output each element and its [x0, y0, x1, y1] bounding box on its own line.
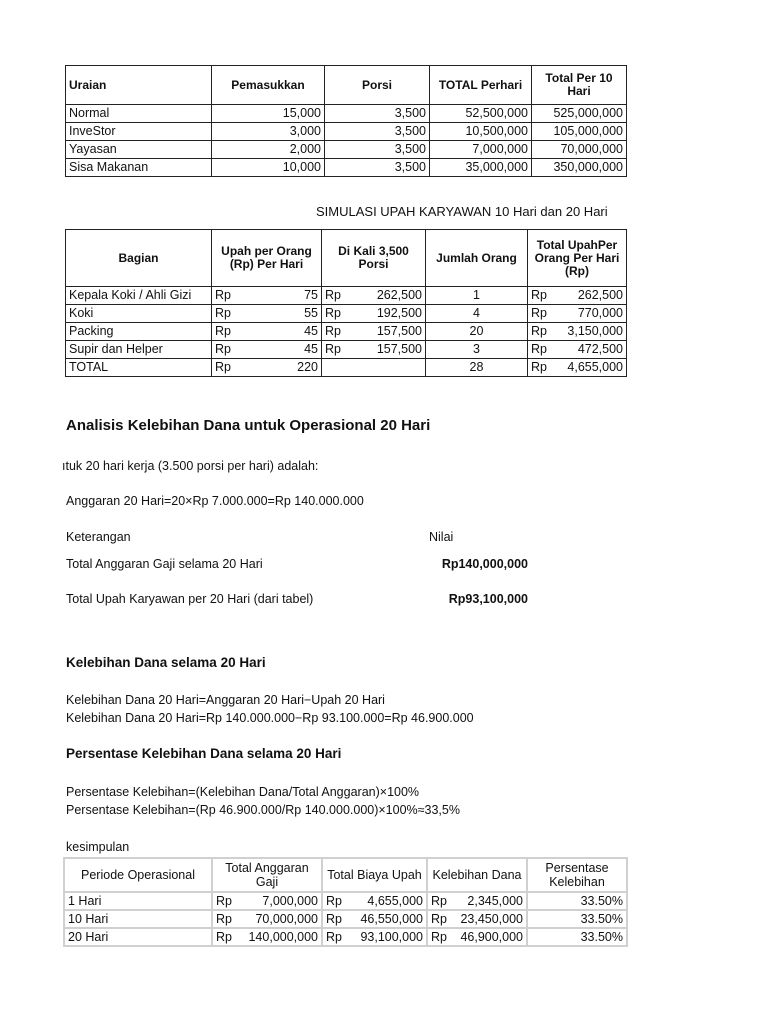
cell-anggaran	[212, 910, 322, 928]
currency-label: Rp	[531, 306, 547, 320]
currency-label: Rp	[215, 360, 231, 374]
table-row	[66, 341, 627, 359]
currency-label: Rp	[325, 306, 341, 320]
value: 4,655,000	[567, 360, 623, 374]
table-header-row	[66, 66, 627, 105]
currency-label: Rp	[325, 342, 341, 356]
cell-total-perhari: 35,000,000	[430, 159, 532, 177]
table-row	[66, 159, 627, 177]
currency-label: Rp	[215, 324, 231, 338]
value: 192,500	[376, 306, 422, 320]
cell-upah	[322, 910, 427, 928]
cell-upah	[212, 287, 322, 305]
cell-anggaran	[212, 892, 322, 910]
item-label: Total Anggaran Gaji selama 20 Hari	[66, 557, 263, 571]
header-upah: Upah per Orang (Rp) Per Hari	[212, 230, 322, 287]
cell-jumlah: 4	[426, 305, 528, 323]
value: 45	[304, 324, 318, 338]
cell-jumlah: 20	[426, 323, 528, 341]
header-biaya-upah: Total Biaya Upah	[322, 858, 427, 892]
value: 93,100,000	[360, 930, 423, 944]
cell-dikali	[322, 287, 426, 305]
cell-upah	[212, 323, 322, 341]
value: 140,000,000	[248, 930, 318, 944]
cell-porsi: 3,500	[325, 141, 430, 159]
currency-label: Rp	[216, 912, 232, 926]
cell-total-perhari: 10,500,000	[430, 123, 532, 141]
cell-dikali	[322, 305, 426, 323]
cell-anggaran	[212, 928, 322, 946]
cell-total-perhari: 7,000,000	[430, 141, 532, 159]
analisis-formula: Anggaran 20 Hari=20×Rp 7.000.000=Rp 140.000.000	[66, 494, 364, 508]
value: 220	[297, 360, 318, 374]
cell-pemasukkan: 10,000	[212, 159, 325, 177]
header-bagian: Bagian	[66, 230, 212, 287]
persentase-line1: Persentase Kelebihan=(Kelebihan Dana/Total Anggaran)×100%	[66, 785, 420, 799]
cell-dikali	[322, 341, 426, 359]
header-periode: Periode Operasional	[64, 858, 212, 892]
kesimpulan-label: kesimpulan	[66, 840, 130, 854]
currency-label: Rp	[326, 930, 342, 944]
cell-total	[528, 287, 627, 305]
cell-pemasukkan: 3,000	[212, 123, 325, 141]
currency-label: Rp	[431, 912, 447, 926]
currency-label: Rp	[325, 324, 341, 338]
currency-label: Rp	[215, 306, 231, 320]
currency-label: Rp	[215, 288, 231, 302]
kesimpulan-table	[63, 857, 628, 947]
value: 55	[304, 306, 318, 320]
header-total-perhari: TOTAL Perhari	[430, 66, 532, 105]
value: 770,000	[577, 306, 623, 320]
wage-simulation-table	[65, 229, 627, 377]
currency-label: Rp	[325, 288, 341, 302]
cell-total	[528, 359, 627, 377]
table-row	[66, 105, 627, 123]
cell-periode: 1 Hari	[64, 892, 212, 910]
analisis-title: Analisis Kelebihan Dana untuk Operasional 20 Hari	[66, 417, 431, 434]
cell-kelebihan	[427, 928, 527, 946]
currency-label: Rp	[431, 930, 447, 944]
value: 262,500	[376, 288, 422, 302]
currency-label: Rp	[216, 894, 232, 908]
cell-bagian: Packing	[66, 323, 212, 341]
header-uraian: Uraian	[66, 66, 212, 105]
table-row	[64, 928, 627, 946]
cell-pemasukkan: 15,000	[212, 105, 325, 123]
table-row	[66, 287, 627, 305]
cell-total	[528, 305, 627, 323]
value: 3,150,000	[567, 324, 623, 338]
cell-total	[528, 323, 627, 341]
value: 46,550,000	[360, 912, 423, 926]
value: 472,500	[577, 342, 623, 356]
table-row	[64, 892, 627, 910]
total-row	[66, 359, 627, 377]
col-keterangan: Keterangan	[66, 530, 131, 544]
cell-kelebihan	[427, 892, 527, 910]
value: 23,450,000	[460, 912, 523, 926]
item-label: Total Upah Karyawan per 20 Hari (dari tabel)	[66, 592, 314, 606]
cell-pemasukkan: 2,000	[212, 141, 325, 159]
table-row	[66, 123, 627, 141]
currency-label: Rp	[531, 360, 547, 374]
header-anggaran: Total Anggaran Gaji	[212, 858, 322, 892]
cell-uraian: InveStor	[66, 123, 212, 141]
table-row	[64, 910, 627, 928]
cell-periode: 20 Hari	[64, 928, 212, 946]
cell-bagian: Koki	[66, 305, 212, 323]
cell-porsi: 3,500	[325, 105, 430, 123]
persentase-line2: Persentase Kelebihan=(Rp 46.900.000/Rp 140.000.000)×100%≈33,5%	[66, 803, 460, 817]
cell-kelebihan	[427, 910, 527, 928]
simulasi-title: SIMULASI UPAH KARYAWAN 10 Hari dan 20 Hari	[316, 204, 608, 219]
cell-dikali	[322, 323, 426, 341]
cell-jumlah: 3	[426, 341, 528, 359]
currency-label: Rp	[531, 288, 547, 302]
table-header-row	[66, 230, 627, 287]
header-porsi: Porsi	[325, 66, 430, 105]
value: 2,345,000	[467, 894, 523, 908]
value: 157,500	[376, 324, 422, 338]
cell-total	[528, 341, 627, 359]
kelebihan-line1: Kelebihan Dana 20 Hari=Anggaran 20 Hari−Upah 20 Hari	[66, 693, 385, 707]
cell-persen: 33.50%	[527, 928, 627, 946]
value: 75	[304, 288, 318, 302]
cell-porsi: 3,500	[325, 159, 430, 177]
currency-label: Rp	[326, 894, 342, 908]
cell-persen: 33.50%	[527, 910, 627, 928]
cell-total-10-hari: 70,000,000	[532, 141, 627, 159]
cell-upah	[322, 928, 427, 946]
value: 46,900,000	[460, 930, 523, 944]
value: 45	[304, 342, 318, 356]
currency-label: Rp	[216, 930, 232, 944]
cell-total-10-hari: 105,000,000	[532, 123, 627, 141]
cell-uraian: Yayasan	[66, 141, 212, 159]
cell-jumlah: 1	[426, 287, 528, 305]
cell-dikali-empty	[322, 359, 426, 377]
cell-total-10-hari: 350,000,000	[532, 159, 627, 177]
persentase-title: Persentase Kelebihan Dana selama 20 Hari	[66, 746, 342, 761]
table-row	[66, 141, 627, 159]
kelebihan-line2: Kelebihan Dana 20 Hari=Rp 140.000.000−Rp 93.100.000=Rp 46.900.000	[66, 711, 474, 725]
value: 70,000,000	[255, 912, 318, 926]
header-total-upah: Total UpahPer Orang Per Hari (Rp)	[528, 230, 627, 287]
cell-upah	[212, 359, 322, 377]
cell-uraian: Normal	[66, 105, 212, 123]
item-value: Rp93,100,000	[448, 592, 528, 606]
cell-persen: 33.50%	[527, 892, 627, 910]
cell-total-10-hari: 525,000,000	[532, 105, 627, 123]
currency-label: Rp	[531, 324, 547, 338]
header-total-10-hari: Total Per 10 Hari	[532, 66, 627, 105]
cell-upah	[322, 892, 427, 910]
cell-upah	[212, 341, 322, 359]
cell-bagian: TOTAL	[66, 359, 212, 377]
currency-label: Rp	[431, 894, 447, 908]
table-header-row	[64, 858, 627, 892]
currency-label: Rp	[326, 912, 342, 926]
kelebihan-title: Kelebihan Dana selama 20 Hari	[66, 655, 266, 670]
cell-total-perhari: 52,500,000	[430, 105, 532, 123]
value: 262,500	[577, 288, 623, 302]
item-value: Rp140,000,000	[441, 557, 528, 571]
cell-jumlah: 28	[426, 359, 528, 377]
analisis-intro: ıtuk 20 hari kerja (3.500 porsi per hari) adalah:	[62, 459, 319, 473]
currency-label: Rp	[215, 342, 231, 356]
cell-bagian: Kepala Koki / Ahli Gizi	[66, 287, 212, 305]
value: 7,000,000	[262, 894, 318, 908]
header-pemasukkan: Pemasukkan	[212, 66, 325, 105]
income-table	[65, 65, 627, 177]
cell-upah	[212, 305, 322, 323]
currency-label: Rp	[531, 342, 547, 356]
col-nilai: Nilai	[429, 530, 454, 544]
cell-periode: 10 Hari	[64, 910, 212, 928]
cell-uraian: Sisa Makanan	[66, 159, 212, 177]
header-kelebihan: Kelebihan Dana	[427, 858, 527, 892]
header-dikali: Di Kali 3,500 Porsi	[322, 230, 426, 287]
value: 4,655,000	[367, 894, 423, 908]
cell-porsi: 3,500	[325, 123, 430, 141]
table-row	[66, 305, 627, 323]
table-row	[66, 323, 627, 341]
header-jumlah: Jumlah Orang	[426, 230, 528, 287]
header-persentase: Persentase Kelebihan	[527, 858, 627, 892]
cell-bagian: Supir dan Helper	[66, 341, 212, 359]
value: 157,500	[376, 342, 422, 356]
